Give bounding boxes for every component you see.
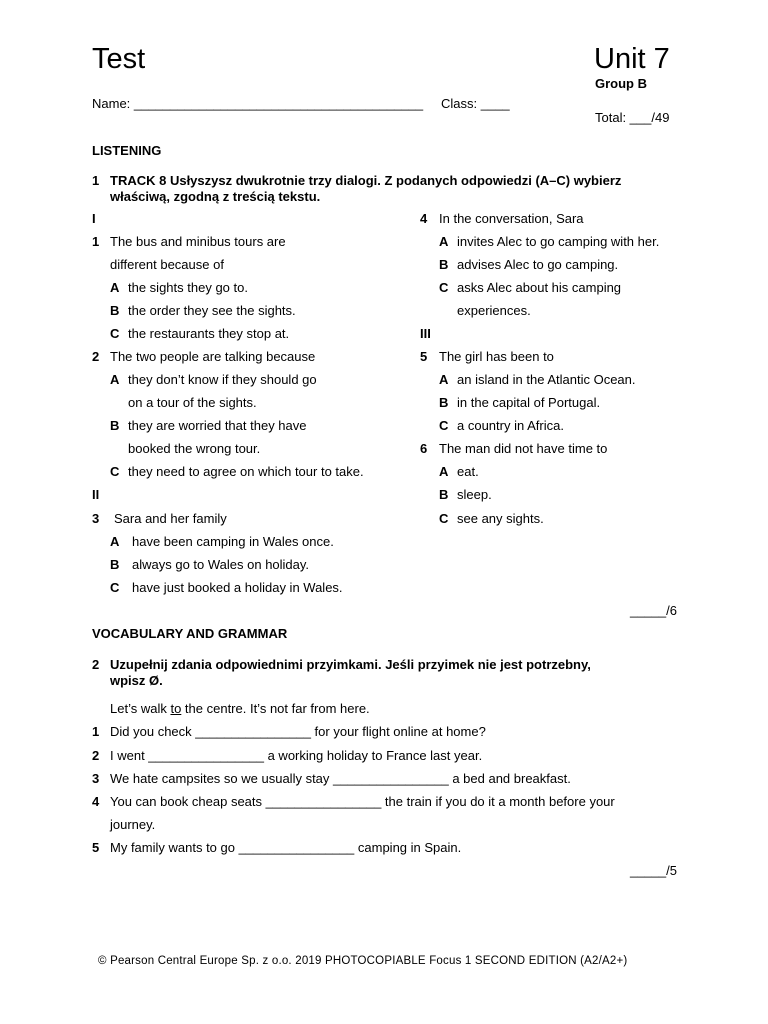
option-letter: C — [439, 511, 449, 526]
section-label: II — [92, 487, 100, 502]
question-stem: The girl has been to — [439, 349, 554, 364]
option-text: the restaurants they stop at. — [128, 326, 290, 341]
question-number: 6 — [420, 441, 428, 456]
task-instruction: TRACK 8 Usłyszysz dwukrotnie trzy dialogi. Z podanych odpowiedzi (A–C) wybierz — [110, 173, 622, 188]
question-stem: Sara and her family — [114, 511, 227, 526]
option-text: advises Alec to go camping. — [457, 257, 619, 272]
copyright-footer: © Pearson Central Europe Sp. z o.o. 2019 PHOTOCOPIABLE Focus 1 SECOND EDITION (A2/A2+) — [98, 955, 628, 967]
option-letter: A — [110, 280, 120, 295]
section-label: III — [420, 326, 431, 341]
option-text: they need to agree on which tour to take. — [128, 464, 364, 479]
question-stem: The man did not have time to — [439, 441, 608, 456]
option-text: eat. — [457, 464, 479, 479]
item-text: I went ________________ a working holiday to France last year. — [110, 748, 483, 763]
option-text: asks Alec about his camping — [457, 280, 622, 295]
option-text: an island in the Atlantic Ocean. — [457, 372, 636, 387]
task-instruction: właściwą, zgodną z treścią tekstu. — [110, 189, 321, 204]
option-letter: B — [439, 487, 449, 502]
option-letter: B — [110, 303, 120, 318]
option-letter: A — [110, 372, 120, 387]
question-number: 5 — [420, 349, 428, 364]
task-number: 1 — [92, 173, 100, 188]
option-text: in the capital of Portugal. — [457, 395, 601, 410]
option-letter: C — [110, 326, 120, 341]
option-letter: C — [110, 464, 120, 479]
question-stem: different because of — [110, 257, 224, 272]
example-answer: to — [170, 701, 182, 716]
question-stem: In the conversation, Sara — [439, 211, 584, 226]
option-letter: A — [439, 372, 449, 387]
option-text: have just booked a holiday in Wales. — [132, 580, 343, 595]
item-number: 5 — [92, 840, 100, 855]
group-label: Group B — [595, 76, 647, 91]
option-text: booked the wrong tour. — [128, 441, 261, 456]
total-field: Total: ___/49 — [595, 110, 670, 125]
option-text: the sights they go to. — [128, 280, 248, 295]
listening-score: _____/6 — [630, 603, 677, 618]
question-number: 2 — [92, 349, 100, 364]
option-letter: B — [439, 395, 449, 410]
question-number: 3 — [92, 511, 100, 526]
option-text: they are worried that they have — [128, 418, 307, 433]
unit-label: Unit 7 — [594, 43, 670, 75]
task-instruction: wpisz Ø. — [110, 673, 163, 688]
item-text: journey. — [110, 817, 156, 832]
page-title: Test — [92, 43, 146, 75]
item-number: 3 — [92, 771, 100, 786]
option-text: invites Alec to go camping with her. — [457, 234, 660, 249]
item-number: 2 — [92, 748, 100, 763]
name-field: Name: ________________________________________ — [92, 96, 424, 111]
option-text: sleep. — [457, 487, 492, 502]
option-letter: C — [439, 280, 449, 295]
section-label: I — [92, 211, 96, 226]
option-letter: A — [110, 534, 120, 549]
question-stem: The bus and minibus tours are — [110, 234, 286, 249]
option-text: a country in Africa. — [457, 418, 564, 433]
option-letter: A — [439, 234, 449, 249]
listening-heading: LISTENING — [92, 143, 162, 158]
option-letter: C — [439, 418, 449, 433]
example-text: Let’s walk — [110, 701, 171, 716]
example-sentence — [110, 701, 370, 717]
task-instruction: Uzupełnij zdania odpowiednimi przyimkami. Jeśli przyimek nie jest potrzebny, — [110, 657, 591, 672]
vocab-heading: VOCABULARY AND GRAMMAR — [92, 626, 288, 641]
option-text: always go to Wales on holiday. — [132, 557, 310, 572]
task-number: 2 — [92, 657, 100, 672]
item-number: 1 — [92, 724, 100, 739]
option-text: have been camping in Wales once. — [132, 534, 334, 549]
item-text: You can book cheap seats ________________ the train if you do it a month before your — [110, 794, 615, 809]
question-number: 1 — [92, 234, 100, 249]
question-stem: The two people are talking because — [110, 349, 316, 364]
item-text: Did you check ________________ for your flight online at home? — [110, 724, 486, 739]
question-number: 4 — [420, 211, 428, 226]
option-letter: B — [110, 418, 120, 433]
option-letter: B — [110, 557, 120, 572]
option-text: the order they see the sights. — [128, 303, 296, 318]
class-field: Class: ____ — [441, 96, 510, 111]
option-text: they don’t know if they should go — [128, 372, 317, 387]
option-text: see any sights. — [457, 511, 544, 526]
item-text: We hate campsites so we usually stay ________________ a bed and breakfast. — [110, 771, 571, 786]
option-letter: C — [110, 580, 120, 595]
vocab-score: _____/5 — [630, 863, 677, 878]
example-text: the centre. It’s not far from here. — [181, 701, 370, 716]
option-letter: A — [439, 464, 449, 479]
item-text: My family wants to go ________________ camping in Spain. — [110, 840, 462, 855]
option-text: on a tour of the sights. — [128, 395, 257, 410]
item-number: 4 — [92, 794, 100, 809]
option-letter: B — [439, 257, 449, 272]
option-text: experiences. — [457, 303, 531, 318]
